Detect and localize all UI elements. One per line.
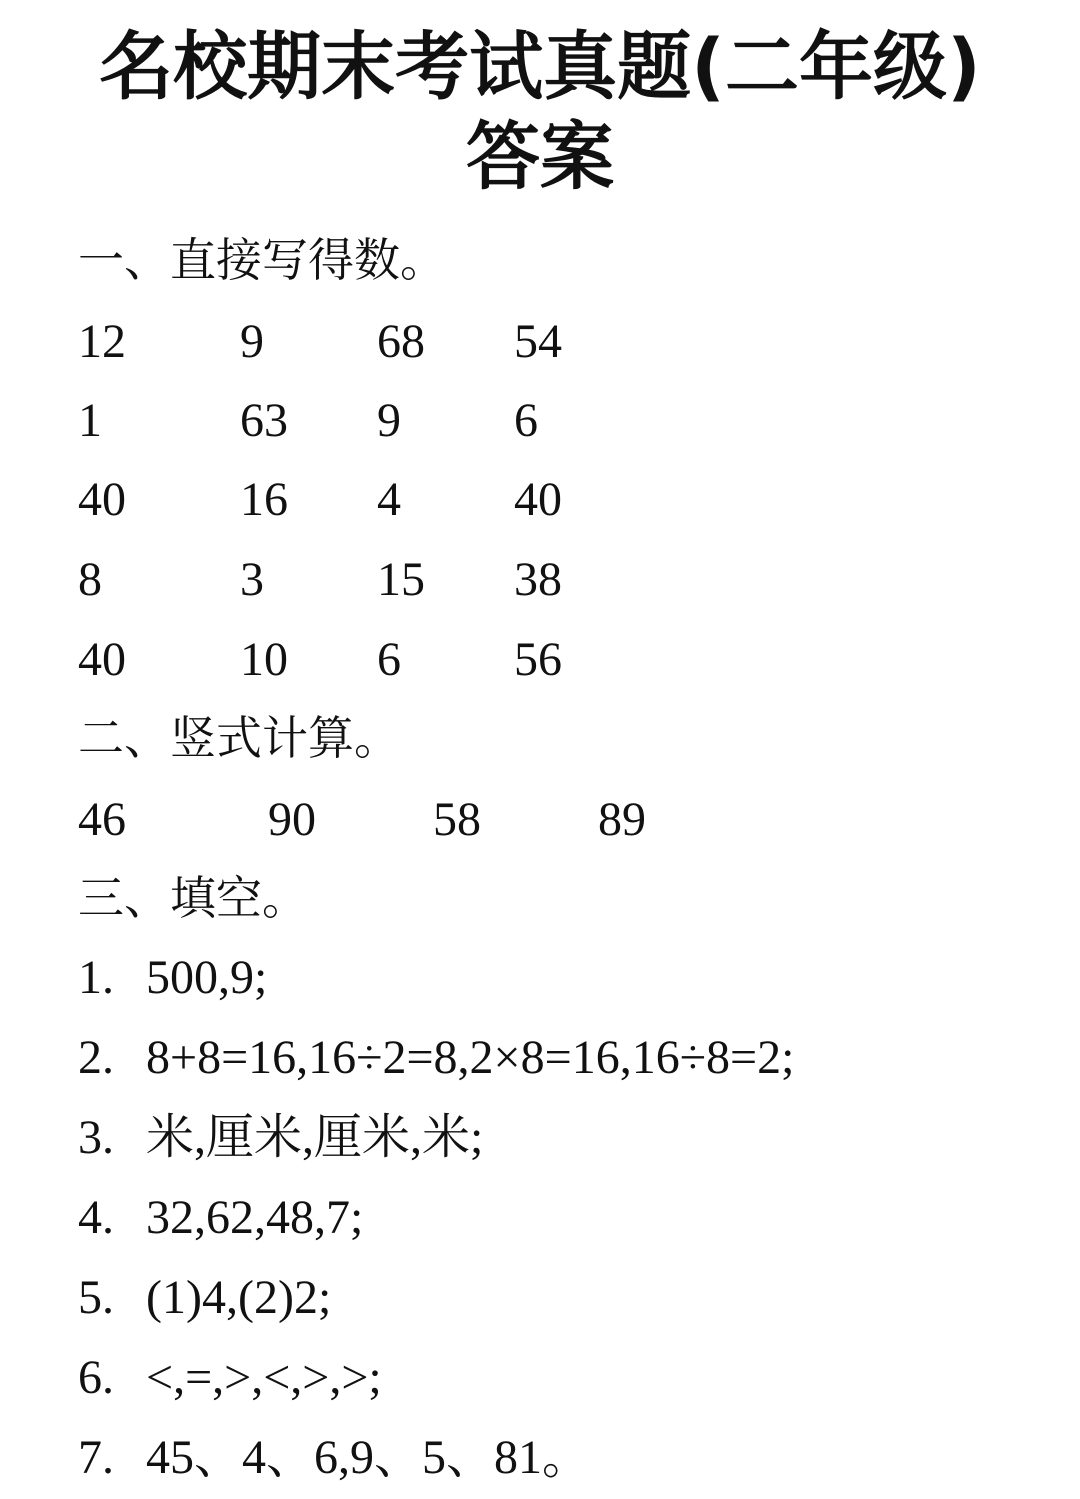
answer-cell: 40 [514, 473, 562, 526]
fill-blank-item [78, 1027, 794, 1089]
answer-cell: 54 [514, 315, 562, 368]
answer-cell: 40 [78, 633, 126, 686]
answer-cell: 8 [78, 553, 102, 606]
answer-cell: 4 [377, 473, 401, 526]
fill-blank-item [78, 1107, 483, 1169]
answer-cell: 6 [514, 394, 538, 447]
item-number: 2. [78, 1031, 114, 1084]
answer-cell: 15 [377, 553, 425, 606]
answer-cell: 1 [78, 394, 102, 447]
answer-cell: 38 [514, 553, 562, 606]
section-heading-fill-blank: 三、填空。 [78, 871, 308, 925]
section-heading-direct-calculation: 一、直接写得数。 [78, 233, 446, 287]
document-subtitle: 答案 [466, 114, 614, 200]
document-title: 名校期末考试真题(二年级) [99, 24, 981, 110]
fill-blank-item [78, 1347, 382, 1409]
item-answer: (1)4,(2)2; [146, 1271, 332, 1324]
fill-blank-item [78, 1187, 363, 1249]
answer-cell: 90 [268, 793, 316, 846]
answer-cell: 9 [377, 394, 401, 447]
answer-cell: 58 [433, 793, 481, 846]
answer-row [78, 470, 778, 530]
answer-cell: 3 [240, 553, 264, 606]
item-number: 5. [78, 1271, 114, 1324]
answer-cell: 46 [78, 793, 126, 846]
answer-row [78, 630, 778, 690]
fill-blank-item [78, 1427, 590, 1489]
vertical-calc-row [78, 790, 778, 850]
section-heading-vertical-calculation: 二、竖式计算。 [78, 711, 400, 765]
item-number: 3. [78, 1111, 114, 1164]
fill-blank-item [78, 947, 267, 1009]
answer-cell: 12 [78, 315, 126, 368]
item-answer: 32,62,48,7; [146, 1191, 364, 1244]
answer-cell: 63 [240, 394, 288, 447]
answer-cell: 16 [240, 473, 288, 526]
answer-row [78, 550, 778, 610]
item-answer: 8+8=16,16÷2=8,2×8=16,16÷8=2; [146, 1031, 795, 1084]
answer-cell: 6 [377, 633, 401, 686]
answer-cell: 40 [78, 473, 126, 526]
fill-blank-item [78, 1267, 331, 1329]
answer-row [78, 312, 778, 372]
item-answer: 500,9; [146, 951, 268, 1004]
item-number: 4. [78, 1191, 114, 1244]
item-number: 6. [78, 1351, 114, 1404]
item-answer: 米,厘米,厘米,米; [146, 1111, 484, 1164]
item-answer: <,=,>,<,>,>; [146, 1351, 382, 1404]
answer-row [78, 391, 778, 451]
answer-cell: 89 [598, 793, 646, 846]
answer-cell: 56 [514, 633, 562, 686]
answer-cell: 10 [240, 633, 288, 686]
item-number: 7. [78, 1431, 114, 1484]
answer-cell: 68 [377, 315, 425, 368]
answer-cell: 9 [240, 315, 264, 368]
item-number: 1. [78, 951, 114, 1004]
item-answer: 45、4、6,9、5、81。 [146, 1431, 591, 1484]
